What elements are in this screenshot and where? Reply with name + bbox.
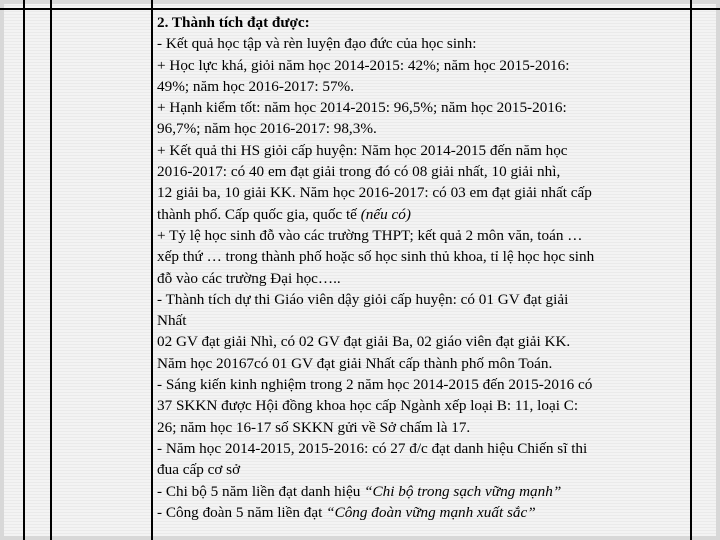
text-line: 96,7%; năm học 2016-2017: 98,3%.: [157, 120, 377, 138]
text-line: - Năm học 2014-2015, 2015-2016: có 27 đ/c đạt danh hiệu Chiến sĩ thi: [157, 439, 588, 457]
table-column-line-4: [690, 0, 692, 540]
text-line: 49%; năm học 2016-2017: 57%.: [157, 77, 354, 95]
text-line: 2016-2017: có 40 em đạt giải trong đó có 08 giải nhất, 10 giải nhì,: [157, 163, 561, 181]
table-column-line-3: [151, 0, 153, 540]
text-line: 02 GV đạt giải Nhì, có 02 GV đạt giải Ba, 02 giáo viên đạt giải KK.: [157, 333, 571, 351]
text-line: đỗ vào các trường Đại học…..: [157, 269, 341, 287]
text-line: - Sáng kiến kinh nghiệm trong 2 năm học 2014-2015 đến 2015-2016 có: [157, 376, 593, 394]
text-line-city-prefix: thành phố. Cấp quốc gia, quốc tế: [157, 205, 361, 223]
text-line: + Hạnh kiểm tốt: năm học 2014-2015: 96,5%; năm học 2015-2016:: [157, 99, 567, 117]
text-line-chibo-title: “Chi bộ trong sạch vững mạnh”: [364, 482, 562, 500]
table-column-line-2: [50, 0, 52, 540]
text-line-congdoan-title: “Công đoàn vững mạnh xuất sắc”: [326, 503, 536, 521]
text-line: Năm học 20167có 01 GV đạt giải Nhất cấp thành phố môn Toán.: [157, 354, 553, 372]
text-line: xếp thứ … trong thành phố hoặc số học sinh thủ khoa, tỉ lệ học học sinh: [157, 248, 595, 266]
text-line: + Học lực khá, giỏi năm học 2014-2015: 42%; năm học 2015-2016:: [157, 56, 570, 74]
text-line: - Thành tích dự thi Giáo viên dậy giỏi cấp huyện: có 01 GV đạt giải: [157, 290, 569, 308]
achievements-text: [157, 12, 677, 523]
text-line: 37 SKKN được Hội đồng khoa học cấp Ngành xếp loại B: 11, loại C:: [157, 397, 579, 415]
text-line: + Tỷ lệ học sinh đỗ vào các trường THPT; kết quả 2 môn văn, toán …: [157, 226, 583, 244]
text-line-congdoan: [157, 502, 677, 523]
text-line-chibo-prefix: - Chi bộ 5 năm liền đạt danh hiệu: [157, 482, 365, 500]
text-line: 12 giải ba, 10 giải KK. Năm học 2016-2017: có 03 em đạt giải nhất cấp: [157, 184, 592, 202]
text-line-city: [157, 204, 677, 225]
text-line: đua cấp cơ sở: [157, 461, 241, 479]
text-line-congdoan-prefix: - Công đoàn 5 năm liền đạt: [157, 503, 327, 521]
table-column-line-1: [23, 0, 25, 540]
text-line-city-note: (nếu có): [360, 205, 411, 223]
text-line: Nhất: [157, 312, 187, 330]
text-line: + Kết quả thi HS giỏi cấp huyện: Năm học 2014-2015 đến năm học: [157, 141, 568, 159]
section-title: 2. Thành tích đạt được:: [157, 14, 310, 31]
text-line: 26; năm học 16-17 số SKKN gửi về Sở chấm là 17.: [157, 418, 471, 436]
table-top-border: [0, 8, 720, 10]
text-line-chibo: [157, 481, 677, 502]
text-line: - Kết quả học tập và rèn luyện đạo đức của học sinh:: [157, 35, 477, 53]
